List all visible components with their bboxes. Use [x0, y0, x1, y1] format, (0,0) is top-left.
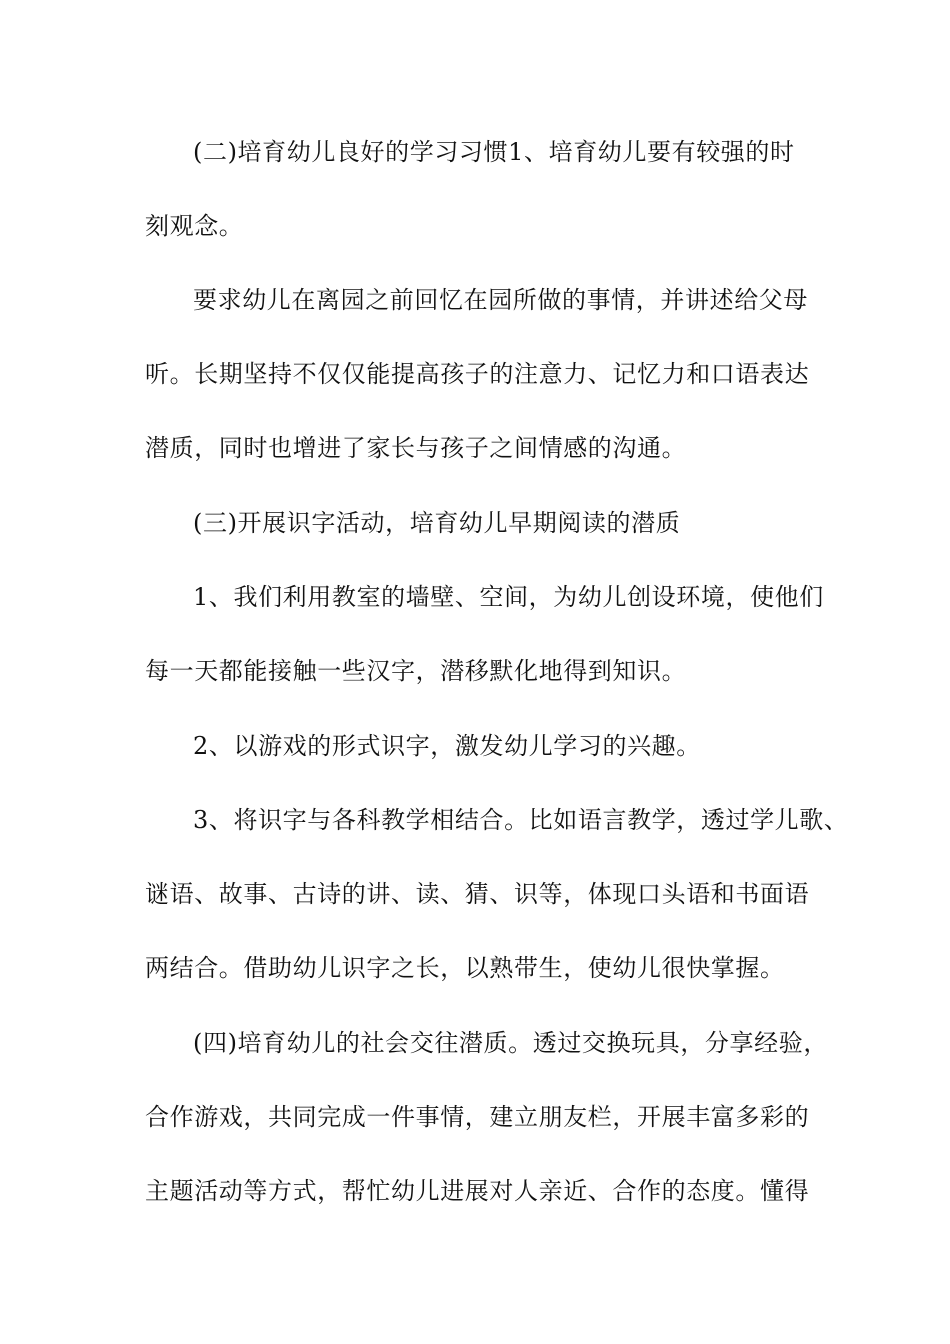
text-line: 要求幼儿在离园之前回忆在园所做的事情，并讲述给父母 [193, 286, 808, 314]
text-line: 刻观念。 [145, 212, 244, 240]
text-line: (三)开展识字活动，培育幼儿早期阅读的潜质 [193, 509, 681, 537]
text-line: 1、我们利用教室的墙壁、空间，为幼儿创设环境，使他们 [193, 583, 824, 611]
text-line: 谜语、故事、古诗的讲、读、猜、识等，体现口头语和书面语 [145, 880, 810, 908]
text-line: 潜质，同时也增进了家长与孩子之间情感的沟通。 [145, 434, 687, 462]
text-line: 合作游戏，共同完成一件事情，建立朋友栏，开展丰富多彩的 [145, 1103, 810, 1131]
text-line: 每一天都能接触一些汉字，潜移默化地得到知识。 [145, 657, 687, 685]
text-line: 2、以游戏的形式识字，激发幼儿学习的兴趣。 [193, 732, 701, 760]
text-line: (四)培育幼儿的社会交往潜质。透过交换玩具，分享经验， [193, 1029, 828, 1057]
text-line: 两结合。借助幼儿识字之长，以熟带生，使幼儿很快掌握。 [145, 954, 785, 982]
text-line: 主题活动等方式，帮忙幼儿进展对人亲近、合作的态度。懂得 [145, 1177, 810, 1205]
text-line: (二)培育幼儿良好的学习习惯1、培育幼儿要有较强的时 [193, 138, 795, 166]
text-line: 听。长期坚持不仅仅能提高孩子的注意力、记忆力和口语表达 [145, 360, 810, 388]
text-line: 3、将识字与各科教学相结合。比如语言教学，透过学儿歌、 [193, 806, 849, 834]
